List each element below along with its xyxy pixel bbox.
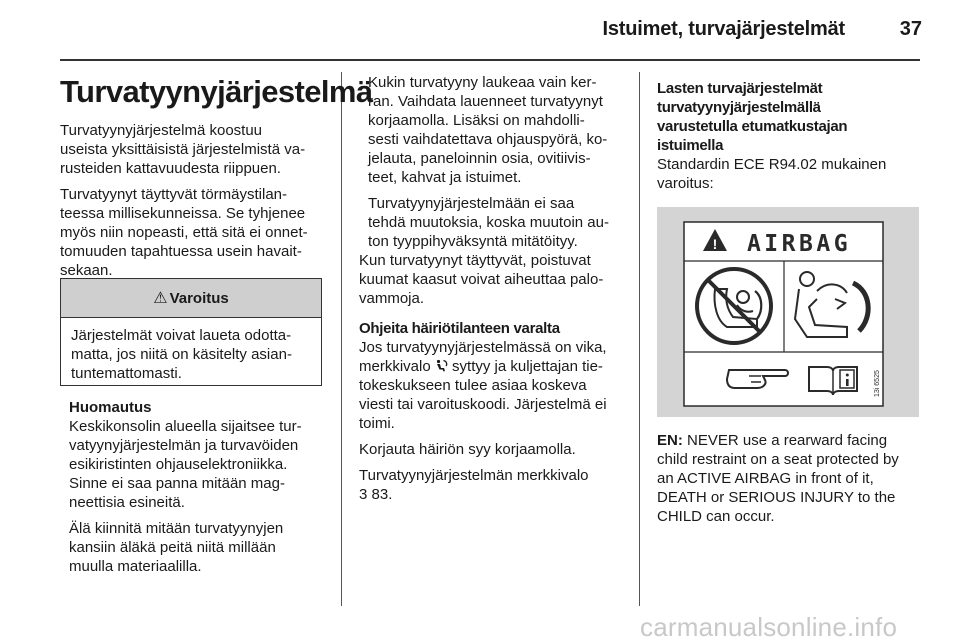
text-line: muulla materiaalilla.: [69, 558, 202, 575]
text-line: Turvatyynyjärjestelmän merkkivalo: [359, 467, 589, 484]
text-line: Turvatyynyt täyttyvät törmäystilan-: [60, 186, 288, 203]
text-line: sekaan.: [60, 262, 113, 279]
header-title: Istuimet, turvajärjestelmät: [602, 18, 845, 40]
text-line: tehdä muutoksia, koska muutoin au-: [368, 214, 609, 231]
text-line: rusteiden kattavuudesta riippuen.: [60, 160, 281, 177]
airbag-warning-label-illustration: [657, 207, 919, 417]
paragraph: [60, 185, 336, 280]
text-line: Kukin turvatyyny laukeaa vain ker-: [368, 74, 597, 91]
text-line: jelauta, paneloinnin osia, ovitiivis-: [368, 150, 591, 167]
note-block: [69, 398, 335, 576]
text-line: myös niin nopeasti, että sitä ei onnet-: [60, 224, 308, 241]
text-line: tokeskukseen tulee asiaa koskeva: [359, 377, 587, 394]
section-heading-airbag-system: Turvatyynyjärjestelmä: [60, 74, 373, 109]
paragraph: [657, 155, 927, 193]
text-line: syttyy ja kuljettajan tie-: [452, 358, 603, 375]
column-2-text: [359, 73, 635, 504]
paragraph: [60, 121, 336, 178]
paragraph: [359, 73, 635, 187]
text-line: neettisia esineitä.: [69, 494, 185, 511]
heading-line: istuimella: [657, 137, 724, 154]
header-divider: [60, 59, 920, 61]
warning-text: [61, 318, 321, 383]
column-divider-1: [341, 72, 342, 606]
text-line: an ACTIVE AIRBAG in front of it,: [657, 470, 874, 487]
text-line: merkkivalo: [359, 358, 431, 375]
warning-header: [61, 279, 321, 318]
text-line: kansiin äläkä peitä niitä millään: [69, 539, 276, 556]
text-line: useista yksittäisistä järjestelmistä va-: [60, 141, 306, 158]
text-line: Standardin ECE R94.02 mukainen: [657, 156, 887, 173]
text-line: Kun turvatyynyt täyttyvät, poistuvat: [359, 252, 591, 269]
text-line: Turvatyynyjärjestelmä koostuu: [60, 122, 263, 139]
intro-text: [60, 121, 336, 280]
text-line: kuumat kaasut voivat aiheuttaa palo-: [359, 271, 604, 288]
section-heading-fault: Ohjeita häiriötilanteen varalta: [359, 320, 560, 337]
text-line: ran. Vaihdata lauenneet turvatyynyt: [368, 93, 603, 110]
text-line: Sinne ei saa panna mitään mag-: [69, 475, 285, 492]
text-line: vammoja.: [359, 290, 425, 307]
airbag-label-graphic: [657, 207, 919, 417]
paragraph: Korjauta häiriön syy korjaamolla.: [359, 441, 576, 458]
note-title: Huomautus: [69, 399, 152, 416]
airbag-title: AIRBAG: [746, 231, 852, 257]
text-line: ton tyyppihyväksyntä mitätöityy.: [368, 233, 578, 250]
column-3-text: [657, 79, 927, 193]
paragraph: [69, 417, 335, 512]
watermark: carmanualsonline.info: [640, 612, 898, 642]
text-line: toimi.: [359, 415, 395, 432]
english-warning-text: [657, 431, 927, 526]
text-line: CHILD can occur.: [657, 508, 775, 525]
text-line: DEATH or SERIOUS INJURY to the: [657, 489, 896, 506]
text-line: korjaamolla. Lisäksi on mahdolli-: [368, 112, 585, 129]
page-reference-link[interactable]: 3 83.: [359, 486, 393, 503]
heading-line: varustetulla etumatkustajan: [657, 118, 848, 135]
text-line: varoitus:: [657, 175, 714, 192]
text-line: Turvatyynyjärjestelmään ei saa: [368, 195, 575, 212]
text-line: Älä kiinnitä mitään turvatyynyjen: [69, 520, 284, 537]
text-line: sesti vaihdatettava ohjauspyörä, ko-: [368, 131, 608, 148]
text-line: teet, kahvat ja istuimet.: [368, 169, 522, 186]
paragraph: [657, 431, 927, 526]
text-line: esikiristinten ohjauselektroniikka.: [69, 456, 288, 473]
paragraph: [359, 338, 635, 433]
text-line: viesti tai varoituskoodi. Järjestelmä ei: [359, 396, 607, 413]
heading-line: Lasten turvajärjestelmät: [657, 80, 823, 97]
text-line: Järjestelmät voivat laueta odotta-: [71, 327, 292, 344]
text-line: teessa millisekunneissa. Se tyhjenee: [60, 205, 306, 222]
section-heading-child-restraints: [657, 79, 927, 155]
warning-title: Varoitus: [169, 289, 229, 307]
paragraph: [69, 519, 335, 576]
label-code: 13i 6525: [874, 370, 881, 397]
column-divider-2: [639, 72, 640, 606]
page-number: 37: [899, 18, 922, 40]
text-line: child restraint on a seat protected by: [657, 451, 899, 468]
text-line: vatyynyjärjestelmän ja turvavöiden: [69, 437, 299, 454]
text-line: matta, jos niitä on käsitelty asian-: [71, 346, 292, 363]
airbag-warning-light-icon: [435, 359, 448, 373]
warning-box: [60, 278, 322, 386]
paragraph: [359, 194, 635, 251]
indented-block: [359, 73, 635, 251]
warning-mark: !: [712, 236, 718, 252]
text-line: Keskikonsolin alueella sijaitsee tur-: [69, 418, 302, 435]
heading-line: turvatyynyjärjestelmällä: [657, 99, 821, 116]
paragraph: [359, 466, 635, 504]
text-line: Jos turvatyynyjärjestelmässä on vika,: [359, 339, 607, 356]
text-line: NEVER use a rearward facing: [687, 432, 888, 449]
text-line: tuntemattomasti.: [71, 365, 182, 382]
text-line: tomuuden tapahtuessa usein havait-: [60, 243, 302, 260]
warning-triangle-icon: ⚠: [153, 290, 168, 307]
language-label: EN:: [657, 432, 683, 449]
paragraph: [359, 251, 635, 308]
